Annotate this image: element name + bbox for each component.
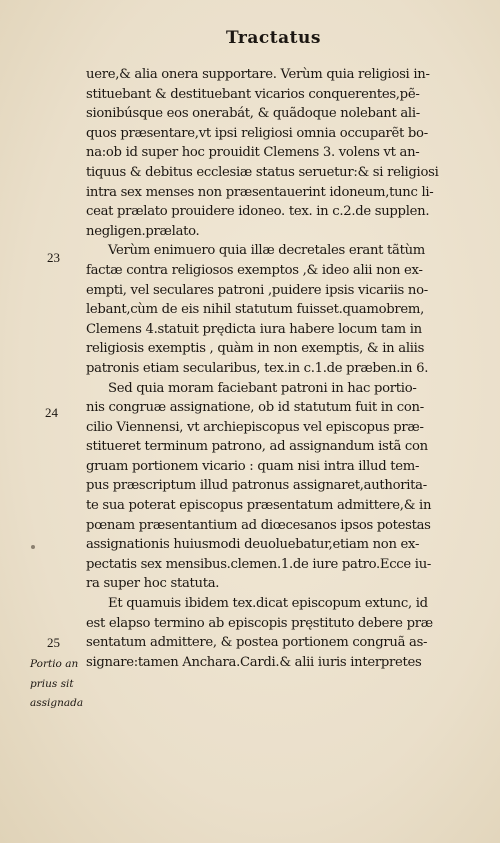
text-line: intra sex menses non præsentauerint idoneum,tunc li- xyxy=(86,184,434,200)
text-line: sionibúsque eos onerabát, & quãdoque nolebant ali- xyxy=(86,106,420,122)
margin-note-line: Portio an xyxy=(30,658,79,670)
text-line: est elapso termino ab episcopis pręstituto debere præ xyxy=(86,615,433,631)
text-line: Verùm enimuero quia illæ decretales erant tãtùm xyxy=(108,243,426,259)
text-line: empti, vel seculares patroni ,puidere ipsis vicariis no- xyxy=(86,282,428,298)
margin-number: 24 xyxy=(45,405,58,420)
text-line: na:ob id super hoc prouidit Clemens 3. volens vt an- xyxy=(86,145,420,161)
margin-note-line: prius sit xyxy=(30,677,74,690)
margin-note xyxy=(30,655,86,714)
text-line: religiosis exemptis , quàm in non exemptis, & in aliis xyxy=(86,341,425,357)
text-line: ra super hoc statuta. xyxy=(86,576,220,592)
text-line: tiquus & debitus ecclesiæ status seruetur:& si religiosi xyxy=(86,164,439,180)
text-line: quos præsentare,vt ipsi religiosi omnia occuparẽt bo- xyxy=(86,125,428,141)
text-line: Sed quia moram faciebant patroni in hac portio- xyxy=(108,380,417,396)
text-line: sentatum admittere, & postea portionem congruã as- xyxy=(86,635,428,651)
text-line: signare:tamen Anchara.Cardi.& alii iuris interpretes xyxy=(86,654,422,670)
text-line: pus præscriptum illud patronus assignaret,authorita- xyxy=(86,478,427,494)
paragraph xyxy=(86,241,476,378)
text-line: nis congruæ assignatione, ob id statutum fuit in con- xyxy=(86,400,424,416)
text-line: stitueret terminum patrono, ad assignandum istã con xyxy=(86,439,428,455)
text-line: factæ contra religiosos exemptos ,& ideo alii non ex- xyxy=(86,262,423,278)
text-line: uere,& alia onera supportare. Verùm quia religiosi in- xyxy=(86,67,430,82)
paragraph xyxy=(86,594,476,672)
margin-number: 23 xyxy=(47,250,60,265)
text-line: assignationis huiusmodi deuoluebatur,etiam non ex- xyxy=(86,537,420,553)
margin-note-line: assignada xyxy=(30,697,84,710)
paragraph xyxy=(86,65,476,241)
text-line: gruam portionem vicario : quam nisi intra illud tem- xyxy=(86,458,420,474)
body-text xyxy=(86,65,476,672)
text-line: lebant,cùm de eis nihil statutum fuisset.quamobrem, xyxy=(86,302,424,318)
text-line: te sua poterat episcopus præsentatum admittere,& in xyxy=(86,498,432,514)
text-line: ceat prælato prouidere idoneo. tex. in c.2.de supplen. xyxy=(86,204,430,220)
margin-number: 25 xyxy=(47,635,60,650)
text-line: negligen.prælato. xyxy=(86,223,200,239)
text-line: stituebant & destituebant vicarios conquerentes,pẽ- xyxy=(86,86,420,102)
text-line: Clemens 4.statuit prędicta iura habere locum tam in xyxy=(86,321,422,337)
text-line: patronis etiam secularibus, tex.in c.1.de præben.in 6. xyxy=(86,360,429,376)
text-line: cilio Viennensi, vt archiepiscopus vel episcopus præ- xyxy=(86,419,424,435)
running-head: Tractatus xyxy=(226,28,321,48)
paragraph xyxy=(86,379,476,595)
ink-spot xyxy=(31,545,35,549)
text-line: Et quamuis ibidem tex.dicat episcopum extunc, id xyxy=(108,596,428,612)
text-line: pœnam præsentantium ad diœcesanos ipsos potestas xyxy=(86,517,431,533)
text-line: pectatis sex mensibus.clemen.1.de iure patro.Ecce iu- xyxy=(86,556,432,572)
